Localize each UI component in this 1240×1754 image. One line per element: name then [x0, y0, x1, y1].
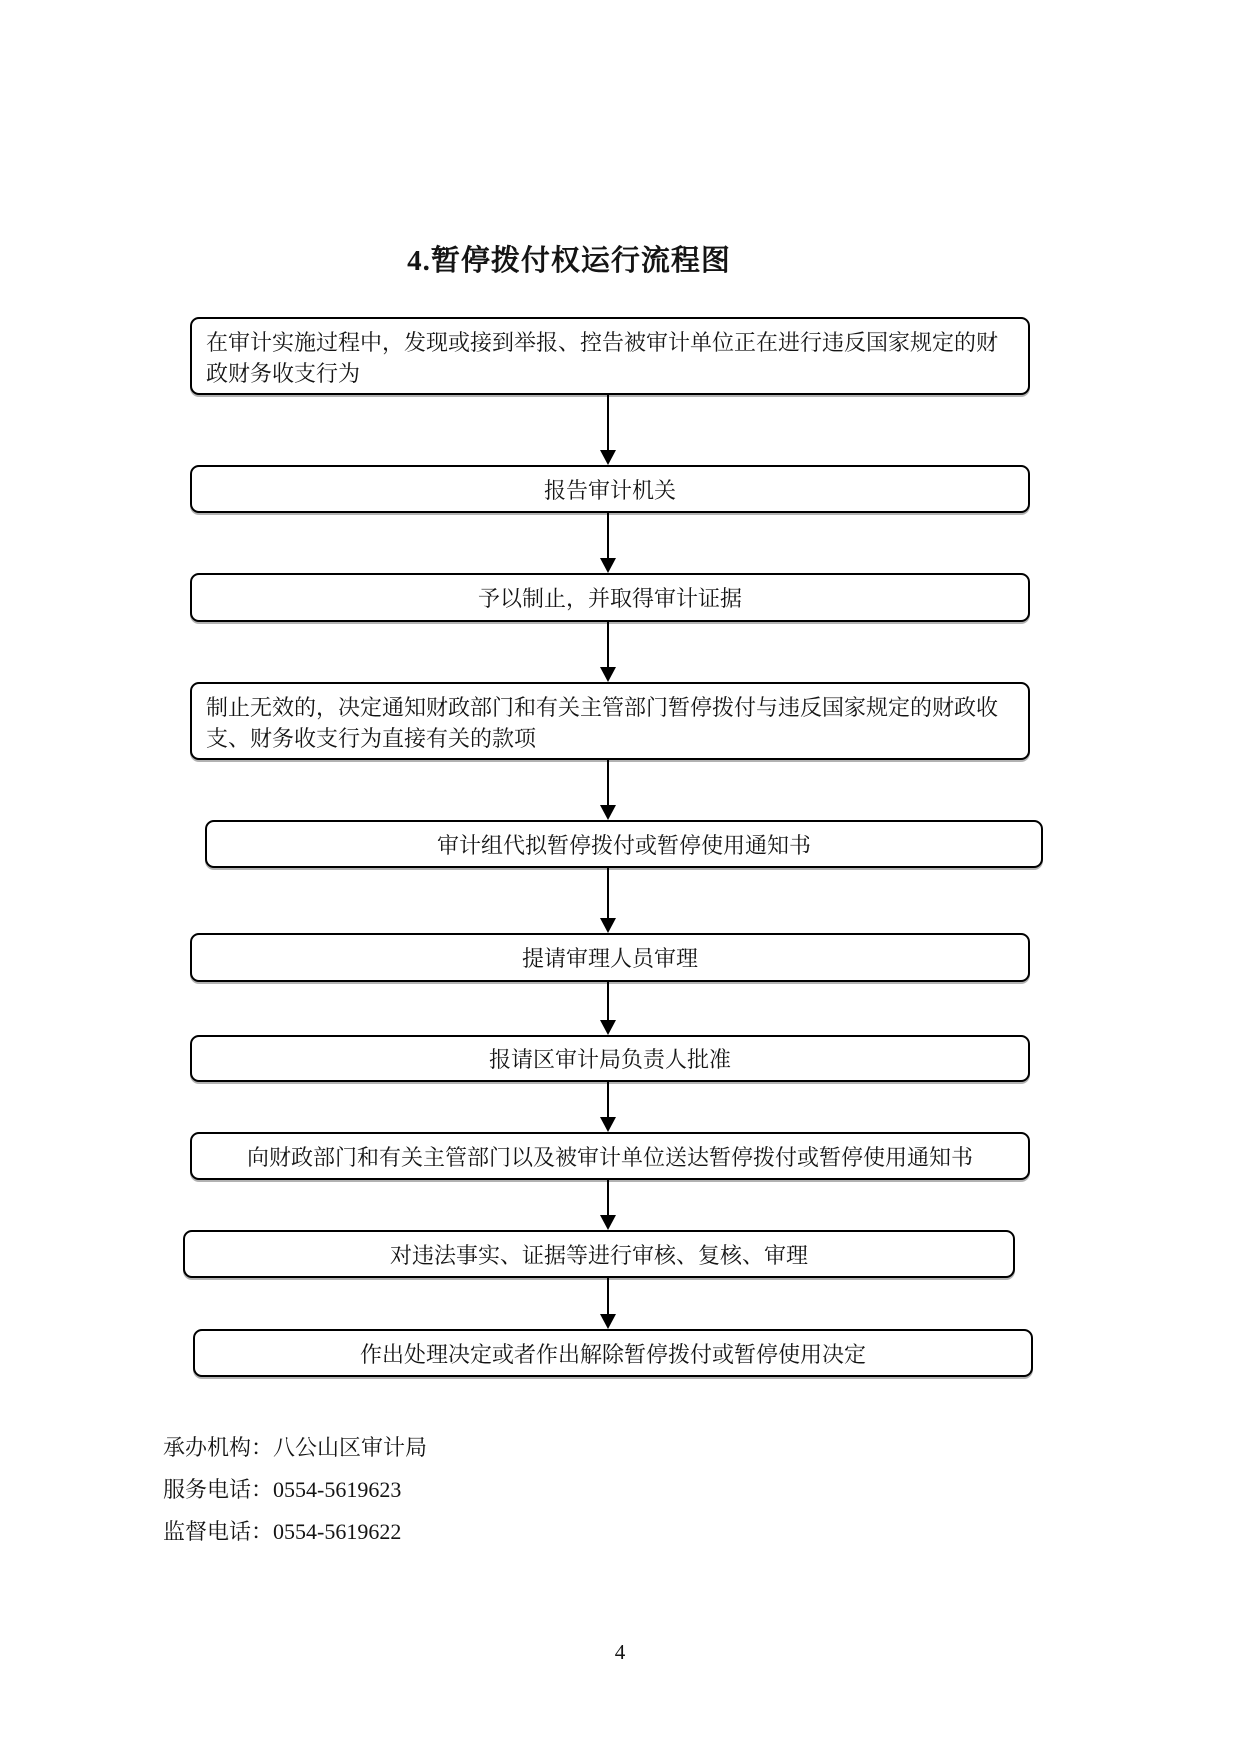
- supervision-phone-line: 监督电话：0554-5619622: [163, 1519, 402, 1544]
- flow-step-9: 对违法事实、证据等进行审核、复核、审理: [183, 1230, 1015, 1278]
- arrow-head-icon: [600, 1215, 616, 1230]
- arrow-head-icon: [600, 558, 616, 573]
- flow-step-10: 作出处理决定或者作出解除暂停拨付或暂停使用决定: [193, 1329, 1033, 1377]
- down-arrow-5: [600, 868, 616, 933]
- down-arrow-9: [600, 1278, 616, 1329]
- down-arrow-6: [600, 982, 616, 1035]
- down-arrow-2: [600, 513, 616, 573]
- flow-step-8: 向财政部门和有关主管部门以及被审计单位送达暂停拨付或暂停使用通知书: [190, 1132, 1030, 1180]
- page-title: 4.暂停拨付权运行流程图: [407, 245, 731, 277]
- flow-step-3: 予以制止，并取得审计证据: [190, 573, 1030, 622]
- arrow-shaft: [607, 395, 609, 451]
- arrow-head-icon: [600, 667, 616, 682]
- arrow-head-icon: [600, 918, 616, 933]
- flow-step-7: 报请区审计局负责人批准: [190, 1035, 1030, 1082]
- arrow-head-icon: [600, 1117, 616, 1132]
- page-number: 4: [614, 1640, 626, 1664]
- down-arrow-4: [600, 760, 616, 820]
- arrow-shaft: [607, 1278, 609, 1315]
- service-phone-line: 服务电话：0554-5619623: [163, 1477, 402, 1502]
- down-arrow-1: [600, 395, 616, 465]
- arrow-shaft: [607, 513, 609, 559]
- down-arrow-7: [600, 1082, 616, 1132]
- arrow-shaft: [607, 868, 609, 919]
- arrow-shaft: [607, 1082, 609, 1118]
- arrow-head-icon: [600, 450, 616, 465]
- flow-step-1: 在审计实施过程中，发现或接到举报、控告被审计单位正在进行违反国家规定的财政财务收支行为: [190, 317, 1030, 395]
- flow-step-4: 制止无效的，决定通知财政部门和有关主管部门暂停拨付与违反国家规定的财政收支、财务收支行为直接有关的款项: [190, 682, 1030, 760]
- down-arrow-3: [600, 622, 616, 682]
- arrow-shaft: [607, 1180, 609, 1216]
- flow-step-2: 报告审计机关: [190, 465, 1030, 513]
- arrow-head-icon: [600, 805, 616, 820]
- arrow-head-icon: [600, 1314, 616, 1329]
- arrow-shaft: [607, 982, 609, 1021]
- arrow-shaft: [607, 760, 609, 806]
- arrow-head-icon: [600, 1020, 616, 1035]
- agency-line: 承办机构：八公山区审计局: [163, 1435, 428, 1460]
- arrow-shaft: [607, 622, 609, 668]
- down-arrow-8: [600, 1180, 616, 1230]
- flow-step-6: 提请审理人员审理: [190, 933, 1030, 982]
- flow-step-5: 审计组代拟暂停拨付或暂停使用通知书: [205, 820, 1043, 868]
